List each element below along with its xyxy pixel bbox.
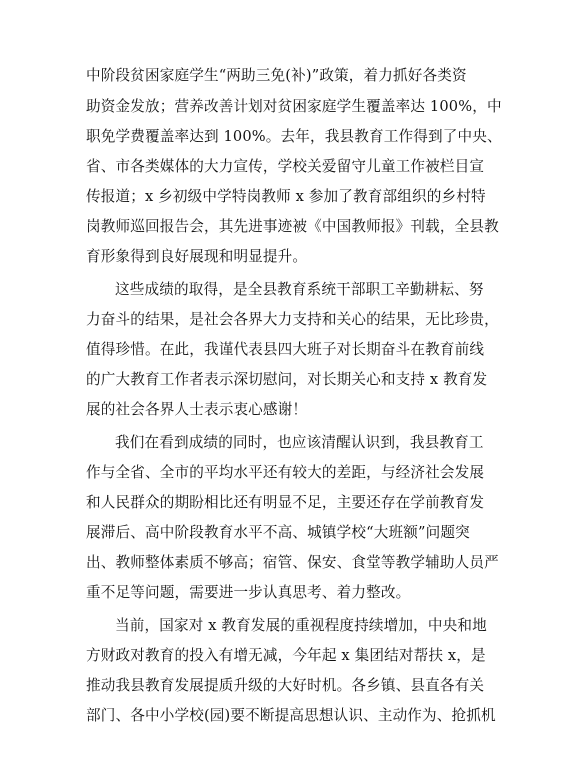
paragraph-first-line: 当前，国家对 x 教育发展的重视程度持续增加，中央和地 [115, 617, 487, 634]
text-line: 展的社会各界人士表示衷心感谢！ [86, 401, 308, 418]
paragraph-first-line: 这些成绩的取得，是全县教育系统干部职工辛勤耕耘、努 [115, 281, 484, 298]
text-line: 传报道；x 乡初级中学特岗教师 x 参加了教育部组织的乡村特 [86, 188, 486, 205]
text-line: 岗教师巡回报告会，其先进事迹被《中国教师报》刊载，全县教 [86, 218, 499, 235]
text-line: 出、教师整体素质不够高；宿管、保安、食堂等教学辅助人员严 [86, 554, 499, 571]
text-line: 的广大教育工作者表示深切慰问，对长期关心和支持 x 教育发 [86, 371, 488, 388]
text-line: 部门、各中小学校(园)要不断提高思想认识、主动作为、抢抓机 [86, 707, 496, 724]
text-line: 重不足等问题，需要进一步认真思考、着力整改。 [86, 584, 411, 601]
text-line: 中阶段贫困家庭学生“两助三免(补)”政策，着力抓好各类资 [86, 67, 467, 84]
text-line: 力奋斗的结果，是社会各界大力支持和关心的结果，无比珍贵， [86, 311, 499, 328]
text-line: 省、市各类媒体的大力宣传，学校关爱留守儿童工作被栏目宣 [86, 158, 485, 175]
text-line: 助资金发放；营养改善计划对贫困家庭学生覆盖率达 100%，中 [86, 98, 502, 115]
text-line: 方财政对教育的投入有增无减，今年起 x 集团结对帮扶 x，是 [86, 647, 486, 664]
text-line: 作与全省、全市的平均水平还有较大的差距，与经济社会发展 [86, 464, 485, 481]
text-line: 和人民群众的期盼相比还有明显不足，主要还存在学前教育发 [86, 494, 485, 511]
text-line: 推动我县教育发展提质升级的大好时机。各乡镇、县直各有关 [86, 677, 485, 694]
paragraph-first-line: 我们在看到成绩的同时，也应该清醒认识到，我县教育工 [115, 434, 484, 451]
text-line: 值得珍惜。在此，我谨代表县四大班子对长期奋斗在教育前线 [86, 341, 485, 358]
text-line: 职免学费覆盖率达到 100%。去年，我县教育工作得到了中央、 [86, 128, 502, 145]
text-line: 育形象得到良好展现和明显提升。 [86, 248, 308, 265]
text-line: 展滞后、高中阶段教育水平不高、城镇学校“大班额”问题突 [86, 524, 470, 541]
